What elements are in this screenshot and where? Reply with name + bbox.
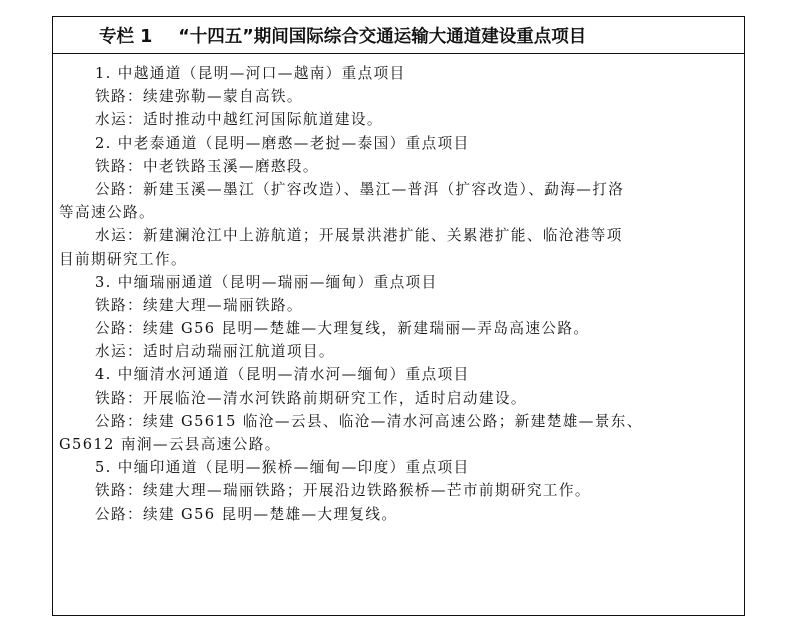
content-line: 公路：续建 G56 昆明—楚雄—大理复线。 — [95, 505, 398, 523]
content-line: 4. 中缅清水河通道（昆明—清水河—缅甸）重点项目 — [95, 366, 470, 384]
content-line: 水运：适时启动瑞丽江航道项目。 — [95, 343, 335, 361]
content-line: 水运：新建澜沧江中上游航道；开展景洪港扩能、关累港扩能、临沧港等项 — [95, 227, 623, 245]
box-label: 专栏 1 — [99, 26, 153, 47]
content-line: 目前期研究工作。 — [59, 250, 187, 268]
content-line: 1. 中越通道（昆明—河口—越南）重点项目 — [95, 65, 406, 82]
content-line: 公路：续建 G5615 临沧—云县、临沧—清水河高速公路；新建楚雄—景东、 — [95, 412, 643, 430]
content-line: 公路：续建 G56 昆明—楚雄—大理复线，新建瑞丽—弄岛高速公路。 — [95, 320, 590, 338]
feature-box — [52, 16, 745, 616]
box-title-bar — [53, 17, 744, 54]
content-line: 铁路：中老铁路玉溪—磨憨段。 — [95, 157, 319, 175]
content-line: 铁路：续建弥勒—蒙自高铁。 — [95, 88, 303, 106]
content-line: 铁路：开展临沧—清水河铁路前期研究工作，适时启动建设。 — [95, 389, 527, 407]
content-line: 3. 中缅瑞丽通道（昆明—瑞丽—缅甸）重点项目 — [95, 273, 438, 291]
box-content — [53, 54, 744, 526]
content-line: 5. 中缅印通道（昆明—猴桥—缅甸—印度）重点项目 — [95, 459, 470, 477]
content-line: 水运：适时推动中越红河国际航道建设。 — [95, 111, 383, 129]
content-line: G5612 南涧—云县高速公路。 — [59, 436, 281, 453]
content-line: 2. 中老泰通道（昆明—磨憨—老挝—泰国）重点项目 — [95, 134, 470, 152]
content-line: 铁路：续建大理—瑞丽铁路。 — [95, 296, 303, 314]
content-line: 等高速公路。 — [59, 204, 155, 222]
content-line: 公路：新建玉溪—墨江（扩容改造）、墨江—普洱（扩容改造）、勐海—打洛 — [95, 180, 625, 198]
content-line: 铁路：续建大理—瑞丽铁路；开展沿边铁路猴桥—芒市前期研究工作。 — [95, 482, 591, 500]
box-title: “十四五”期间国际综合交通运输大通道建设重点项目 — [178, 26, 587, 47]
